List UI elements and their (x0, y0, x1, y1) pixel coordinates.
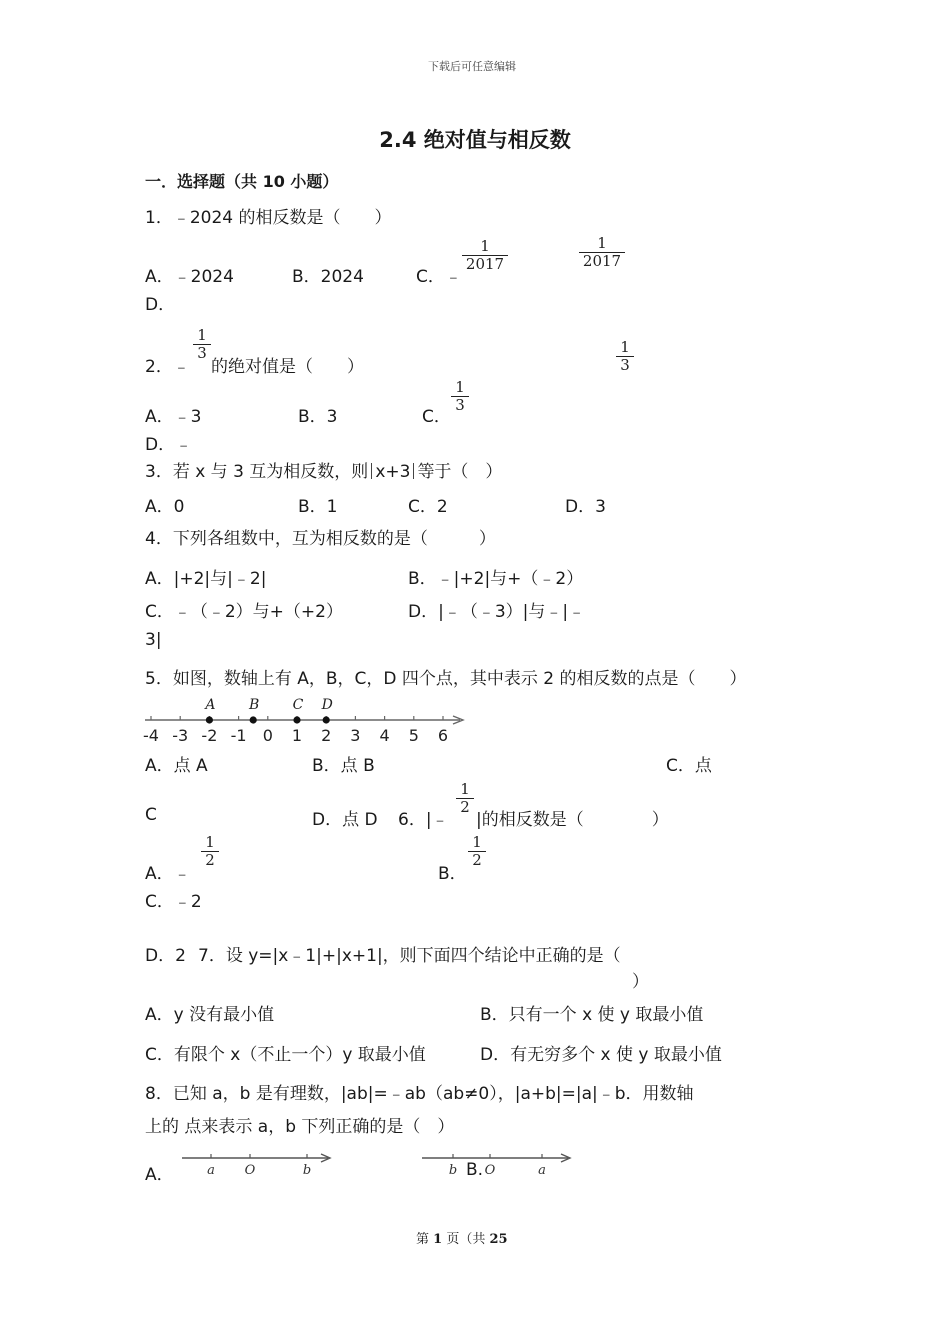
q7-option-b: B．只有一个 x 使 y 取最小值 (480, 1005, 704, 1025)
q5-option-b: B．点 B (312, 756, 375, 776)
q8-stem-line2: 上的 点来表示 a，b 下列正确的是（ ） (145, 1117, 455, 1137)
q4-option-a: A．|+2|与|﹣2| (145, 569, 267, 589)
q8-option-a-number-line (178, 1148, 338, 1182)
page-title: 2.4 绝对值与相反数 (379, 128, 571, 152)
q4-option-d-continued: 3| (145, 630, 162, 650)
q4-option-b: B．﹣|+2|与+（﹣2） (408, 569, 584, 589)
tick-label: 2 (321, 726, 332, 745)
q1-option-d: D． (145, 295, 176, 315)
fraction-denominator: 2 (205, 851, 215, 869)
q2-option-c: C． (422, 407, 451, 427)
fraction-numerator: 1 (205, 833, 215, 851)
fraction-numerator: 1 (197, 326, 207, 344)
q2-fraction (193, 327, 211, 362)
tick-label: -2 (201, 726, 218, 745)
tick-label: 5 (408, 726, 419, 745)
q7-option-d: D．有无穷多个 x 使 y 取最小值 (480, 1045, 722, 1065)
q5-stem: 5．如图，数轴上有 A，B，C，D 四个点，其中表示 2 的相反数的点是（ ） (145, 669, 747, 689)
q6-fraction (456, 781, 474, 816)
q2-option-c-fraction (451, 379, 469, 414)
q6-option-a-fraction (201, 834, 219, 869)
q3-option-b: B．1 (298, 497, 338, 517)
q7-option-a: A．y 没有最小值 (145, 1005, 275, 1025)
footer-mid: 页（共 (446, 1232, 486, 1247)
q5-option-d: D．点 D (312, 810, 378, 830)
footer-page-number: 1 (433, 1232, 443, 1247)
fraction-denominator: 3 (620, 356, 630, 374)
axis-label: b (448, 1163, 458, 1178)
q7-stem: 7．设 y=|x﹣1|+|x+1|，则下面四个结论中正确的是（ (198, 946, 621, 966)
q8-option-a: A． (145, 1165, 174, 1185)
q6-prefix: 6．|﹣ (398, 810, 449, 830)
axis-label: b (302, 1163, 312, 1178)
axis-label: a (538, 1163, 546, 1178)
q8-stem-line1: 8．已知 a，b 是有理数，|ab|=﹣ab（ab≠0），|a+b|=|a|﹣b．用数轴 (145, 1084, 694, 1104)
q5-number-line (140, 693, 475, 745)
fraction-denominator: 2 (460, 798, 470, 816)
fraction-numerator: 1 (597, 234, 607, 252)
fraction-denominator: 2017 (582, 252, 622, 270)
fraction-numerator: 1 (460, 780, 470, 798)
q6-option-c: C．﹣2 (145, 892, 202, 912)
tick-label: 1 (291, 726, 303, 745)
footer-total-pages: 25 (489, 1232, 508, 1247)
q4-stem: 4．下列各组数中，互为相反数的是（ ） (145, 529, 496, 549)
q5-option-c: C．点 (666, 756, 712, 776)
fraction-denominator: 3 (455, 396, 465, 414)
fraction-denominator: 2017 (465, 255, 505, 273)
tick-label: -3 (172, 726, 189, 745)
q3-stem-abs: x+3 (375, 462, 411, 482)
fraction-denominator: 3 (197, 344, 207, 362)
q1-option-b: B．2024 (292, 267, 364, 287)
header-note: 下载后可任意编辑 (428, 60, 516, 73)
page-footer (416, 1228, 508, 1247)
q3-stem-end: 等于（ ） (417, 462, 503, 482)
abs-bar-left (371, 463, 372, 479)
q2-option-d-fraction (616, 339, 634, 374)
q3-option-a: A．0 (145, 497, 185, 517)
q6-option-b: B． (438, 864, 467, 884)
section-heading: 一．选择题（共 10 小题） (145, 172, 339, 191)
q2-prefix: 2．﹣ (145, 357, 190, 377)
tick-label: 6 (437, 726, 449, 745)
tick-label: 3 (350, 726, 361, 745)
fraction-numerator: 1 (480, 237, 490, 255)
point-b-dot (250, 716, 257, 723)
q3-stem-start: 3．若 x 与 3 互为相反数，则 (145, 462, 369, 482)
q6-option-d: D．2 (145, 946, 186, 966)
point-d-label: D (321, 697, 333, 713)
tick-label: 4 (379, 726, 390, 745)
point-c-dot (293, 716, 300, 723)
q7-option-c: C．有限个 x（不止一个）y 取最小值 (145, 1045, 426, 1065)
q1-stem: 1．﹣2024 的相反数是（ ） (145, 208, 392, 228)
q3-option-d: D．3 (565, 497, 606, 517)
tick-label: 0 (262, 726, 273, 745)
axis-label: O (484, 1163, 496, 1178)
q2-stem: 的绝对值是（ ） (211, 357, 364, 377)
q6-option-b-fraction (468, 834, 486, 869)
axis-label: O (244, 1163, 256, 1178)
q1-option-d-fraction (579, 235, 625, 270)
fraction-denominator: 2 (472, 851, 482, 869)
q6-option-a: A．﹣ (145, 864, 191, 884)
q5-option-c-continued: C (145, 805, 157, 825)
fraction-numerator: 1 (620, 338, 630, 356)
tick-label: -1 (230, 726, 247, 745)
q2-option-a: A．﹣3 (145, 407, 202, 427)
q7-stem-end: ） (632, 972, 649, 992)
q3-stem (145, 457, 502, 482)
q1-option-a: A．﹣2024 (145, 267, 234, 287)
q4-option-d: D．|﹣（﹣3）|与﹣|﹣ (408, 602, 586, 622)
q4-option-c: C．﹣（﹣2）与+（+2） (145, 602, 343, 622)
q2-option-d: D．﹣ (145, 435, 193, 455)
tick-label: -4 (143, 726, 159, 745)
q2-option-b: B．3 (298, 407, 338, 427)
q1-option-c-fraction (462, 238, 508, 273)
q3-option-c: C．2 (408, 497, 448, 517)
q5-option-a: A．点 A (145, 756, 208, 776)
point-d-dot (323, 716, 330, 723)
point-c-label: C (292, 697, 304, 713)
point-a-label: A (205, 697, 216, 713)
q8-option-b-number-line (418, 1148, 578, 1182)
abs-bar-right (413, 463, 414, 479)
fraction-numerator: 1 (472, 833, 482, 851)
q8-option-b: B. (466, 1160, 484, 1180)
axis-label: a (207, 1163, 215, 1178)
point-b-label: B (249, 697, 260, 713)
q1-option-c: C．﹣ (416, 267, 462, 287)
point-a-dot (206, 716, 213, 723)
fraction-numerator: 1 (455, 378, 465, 396)
footer-pre: 第 (416, 1232, 430, 1247)
q6-stem: |的相反数是（ ） (476, 810, 669, 830)
